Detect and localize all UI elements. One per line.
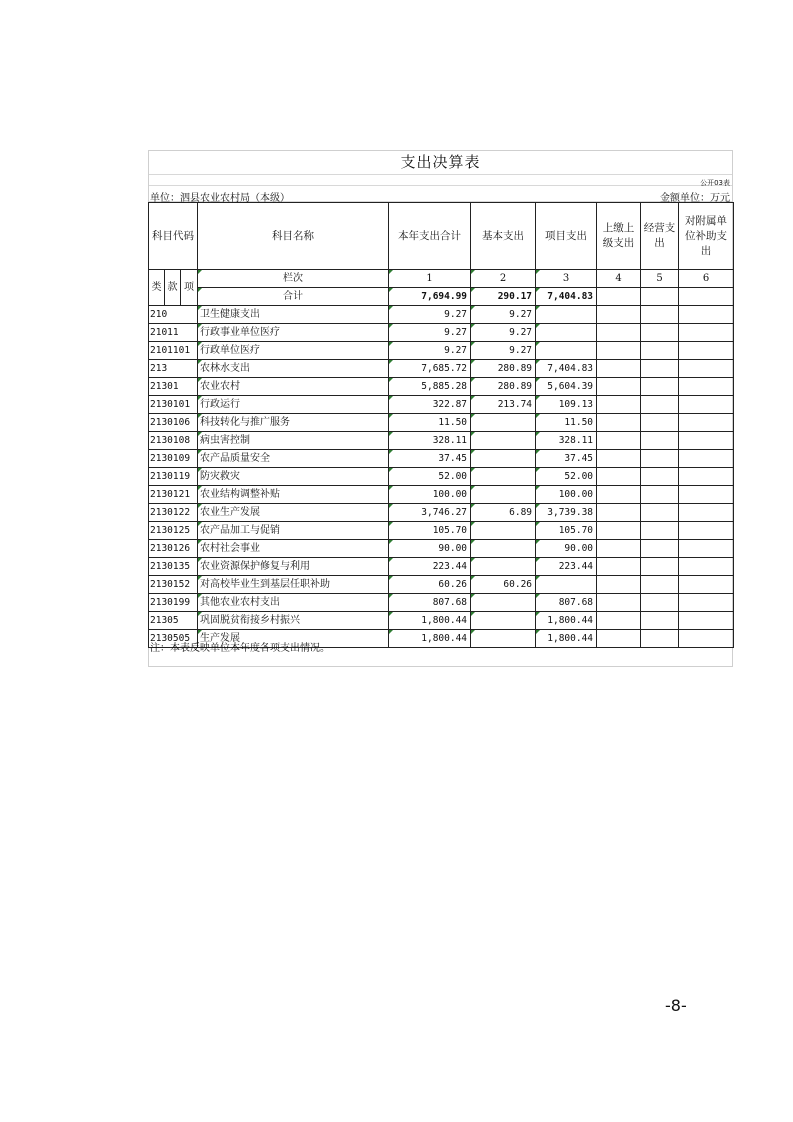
row-total: 223.44 (389, 558, 471, 576)
row-upper (597, 360, 641, 378)
row-basic: 6.89 (471, 504, 536, 522)
row-upper (597, 450, 641, 468)
row-subsidiary (679, 432, 734, 450)
row-basic (471, 414, 536, 432)
row-name: 农业生产发展 (198, 504, 389, 522)
row-subsidiary (679, 396, 734, 414)
table-row (149, 558, 734, 576)
expenditure-table (148, 202, 734, 648)
row-total: 9.27 (389, 324, 471, 342)
row-total: 90.00 (389, 540, 471, 558)
row-business (641, 306, 679, 324)
table-row (149, 378, 734, 396)
row-subsidiary (679, 522, 734, 540)
page-number: -8- (665, 996, 687, 1015)
row-upper (597, 540, 641, 558)
row-code: 21011 (149, 324, 198, 342)
row-name: 科技转化与推广服务 (198, 414, 389, 432)
row-project: 328.11 (536, 432, 597, 450)
row-subsidiary (679, 540, 734, 558)
table-row (149, 540, 734, 558)
row-basic (471, 432, 536, 450)
row-project (536, 576, 597, 594)
table-row (149, 594, 734, 612)
form-number: 公开03表 (700, 179, 730, 187)
row-name: 卫生健康支出 (198, 306, 389, 324)
row-total: 5,885.28 (389, 378, 471, 396)
header-col2: 基本支出 (471, 203, 536, 270)
row-name: 行政运行 (198, 396, 389, 414)
row-code: 2130199 (149, 594, 198, 612)
header-col1: 本年支出合计 (389, 203, 471, 270)
row-subsidiary (679, 306, 734, 324)
row-total: 1,800.44 (389, 630, 471, 648)
row-project (536, 306, 597, 324)
row-name: 生产发展 (198, 630, 389, 648)
row-project: 5,604.39 (536, 378, 597, 396)
row-upper (597, 612, 641, 630)
row-upper (597, 486, 641, 504)
lanci-4: 4 (597, 270, 641, 288)
table-row (149, 486, 734, 504)
header-name: 科目名称 (198, 203, 389, 270)
row-total: 1,800.44 (389, 612, 471, 630)
row-basic (471, 630, 536, 648)
row-code: 21305 (149, 612, 198, 630)
row-upper (597, 468, 641, 486)
row-name: 农业农村 (198, 378, 389, 396)
row-upper (597, 396, 641, 414)
header-col6: 对附属单位补助支出 (679, 203, 734, 270)
row-basic: 9.27 (471, 342, 536, 360)
row-business (641, 558, 679, 576)
row-total: 807.68 (389, 594, 471, 612)
row-basic (471, 612, 536, 630)
row-business (641, 450, 679, 468)
row-code: 2130121 (149, 486, 198, 504)
lanci-6: 6 (679, 270, 734, 288)
row-business (641, 486, 679, 504)
total-v2: 290.17 (471, 288, 536, 306)
row-project (536, 342, 597, 360)
row-basic (471, 468, 536, 486)
row-basic (471, 594, 536, 612)
lanci-3: 3 (536, 270, 597, 288)
row-name: 农林水支出 (198, 360, 389, 378)
data-rows (149, 306, 734, 648)
table-row (149, 450, 734, 468)
row-project: 105.70 (536, 522, 597, 540)
row-upper (597, 630, 641, 648)
row-code: 2130152 (149, 576, 198, 594)
row-project: 109.13 (536, 396, 597, 414)
row-business (641, 612, 679, 630)
row-code: 2130135 (149, 558, 198, 576)
row-project: 1,800.44 (536, 612, 597, 630)
row-upper (597, 306, 641, 324)
row-total: 11.50 (389, 414, 471, 432)
row-basic (471, 558, 536, 576)
amount-unit: 金额单位：万元 (660, 193, 730, 204)
table-row (149, 360, 734, 378)
lanci-label: 栏次 (198, 270, 389, 288)
row-total: 328.11 (389, 432, 471, 450)
row-business (641, 540, 679, 558)
row-project: 3,739.38 (536, 504, 597, 522)
row-name: 农产品质量安全 (198, 450, 389, 468)
table-row (149, 306, 734, 324)
row-subsidiary (679, 378, 734, 396)
row-basic: 213.74 (471, 396, 536, 414)
row-code: 2130505 (149, 630, 198, 648)
row-subsidiary (679, 414, 734, 432)
lanci-5: 5 (641, 270, 679, 288)
row-basic: 60.26 (471, 576, 536, 594)
unit-name: 单位：泗县农业农村局（本级） (150, 193, 290, 204)
row-total: 105.70 (389, 522, 471, 540)
table-row (149, 396, 734, 414)
table-row (149, 468, 734, 486)
row-project: 7,404.83 (536, 360, 597, 378)
row-total: 322.87 (389, 396, 471, 414)
row-code: 2130126 (149, 540, 198, 558)
row-basic: 9.27 (471, 306, 536, 324)
total-v6 (679, 288, 734, 306)
row-name: 农业资源保护修复与利用 (198, 558, 389, 576)
row-code: 213 (149, 360, 198, 378)
row-subsidiary (679, 324, 734, 342)
header-col3: 项目支出 (536, 203, 597, 270)
row-upper (597, 342, 641, 360)
row-project: 37.45 (536, 450, 597, 468)
lanci-1: 1 (389, 270, 471, 288)
row-total: 60.26 (389, 576, 471, 594)
table-row (149, 432, 734, 450)
row-upper (597, 378, 641, 396)
row-basic (471, 522, 536, 540)
row-total: 9.27 (389, 342, 471, 360)
footnote: 注：本表反映单位本年度各项支出情况。 (150, 643, 330, 654)
row-total: 52.00 (389, 468, 471, 486)
row-project (536, 324, 597, 342)
row-code: 2130122 (149, 504, 198, 522)
row-subsidiary (679, 576, 734, 594)
total-v1: 7,694.99 (389, 288, 471, 306)
header-xiang: 项 (181, 270, 198, 306)
row-name: 对高校毕业生到基层任职补助 (198, 576, 389, 594)
total-row (149, 288, 734, 306)
row-subsidiary (679, 504, 734, 522)
row-project: 90.00 (536, 540, 597, 558)
row-basic (471, 450, 536, 468)
header-kuan: 款 (165, 270, 181, 306)
header-lei: 类 (149, 270, 165, 306)
row-code: 21301 (149, 378, 198, 396)
row-subsidiary (679, 450, 734, 468)
row-upper (597, 522, 641, 540)
row-name: 行政事业单位医疗 (198, 324, 389, 342)
row-basic: 9.27 (471, 324, 536, 342)
header-col5: 经营支出 (641, 203, 679, 270)
row-business (641, 432, 679, 450)
row-code: 2101101 (149, 342, 198, 360)
row-code: 210 (149, 306, 198, 324)
row-upper (597, 558, 641, 576)
row-subsidiary (679, 468, 734, 486)
row-upper (597, 324, 641, 342)
row-subsidiary (679, 558, 734, 576)
lanci-row (149, 270, 734, 288)
row-total: 9.27 (389, 306, 471, 324)
row-business (641, 522, 679, 540)
table-row (149, 342, 734, 360)
expenditure-sheet (148, 150, 733, 667)
row-total: 100.00 (389, 486, 471, 504)
row-business (641, 396, 679, 414)
row-name: 农村社会事业 (198, 540, 389, 558)
row-subsidiary (679, 342, 734, 360)
row-subsidiary (679, 360, 734, 378)
row-project: 223.44 (536, 558, 597, 576)
row-project: 11.50 (536, 414, 597, 432)
row-business (641, 360, 679, 378)
row-name: 农产品加工与促销 (198, 522, 389, 540)
row-basic (471, 540, 536, 558)
table-row (149, 324, 734, 342)
row-upper (597, 594, 641, 612)
row-business (641, 594, 679, 612)
row-basic: 280.89 (471, 360, 536, 378)
row-business (641, 414, 679, 432)
row-name: 农业结构调整补贴 (198, 486, 389, 504)
lanci-2: 2 (471, 270, 536, 288)
row-upper (597, 576, 641, 594)
row-total: 37.45 (389, 450, 471, 468)
row-code: 2130119 (149, 468, 198, 486)
row-upper (597, 432, 641, 450)
row-project: 100.00 (536, 486, 597, 504)
header-row (149, 203, 734, 270)
row-subsidiary (679, 486, 734, 504)
table-row (149, 414, 734, 432)
row-business (641, 576, 679, 594)
row-code: 2130106 (149, 414, 198, 432)
row-business (641, 630, 679, 648)
header-col4: 上缴上级支出 (597, 203, 641, 270)
row-name: 行政单位医疗 (198, 342, 389, 360)
row-upper (597, 414, 641, 432)
table-title: 支出决算表 (149, 151, 732, 175)
row-project: 52.00 (536, 468, 597, 486)
row-business (641, 378, 679, 396)
total-v4 (597, 288, 641, 306)
header-code: 科目代码 (149, 203, 198, 270)
row-basic (471, 486, 536, 504)
row-business (641, 468, 679, 486)
row-name: 巩固脱贫衔接乡村振兴 (198, 612, 389, 630)
table-row (149, 612, 734, 630)
row-subsidiary (679, 630, 734, 648)
row-business (641, 342, 679, 360)
table-row (149, 504, 734, 522)
row-code: 2130109 (149, 450, 198, 468)
total-v5 (641, 288, 679, 306)
row-name: 其他农业农村支出 (198, 594, 389, 612)
row-code: 2130108 (149, 432, 198, 450)
row-project: 807.68 (536, 594, 597, 612)
row-total: 3,746.27 (389, 504, 471, 522)
row-subsidiary (679, 594, 734, 612)
total-label: 合计 (198, 288, 389, 306)
row-code: 2130101 (149, 396, 198, 414)
table-row (149, 522, 734, 540)
row-name: 防灾救灾 (198, 468, 389, 486)
row-upper (597, 504, 641, 522)
total-v3: 7,404.83 (536, 288, 597, 306)
row-business (641, 504, 679, 522)
row-project: 1,800.44 (536, 630, 597, 648)
row-subsidiary (679, 612, 734, 630)
row-name: 病虫害控制 (198, 432, 389, 450)
row-code: 2130125 (149, 522, 198, 540)
row-total: 7,685.72 (389, 360, 471, 378)
row-business (641, 324, 679, 342)
row-basic: 280.89 (471, 378, 536, 396)
table-row (149, 576, 734, 594)
